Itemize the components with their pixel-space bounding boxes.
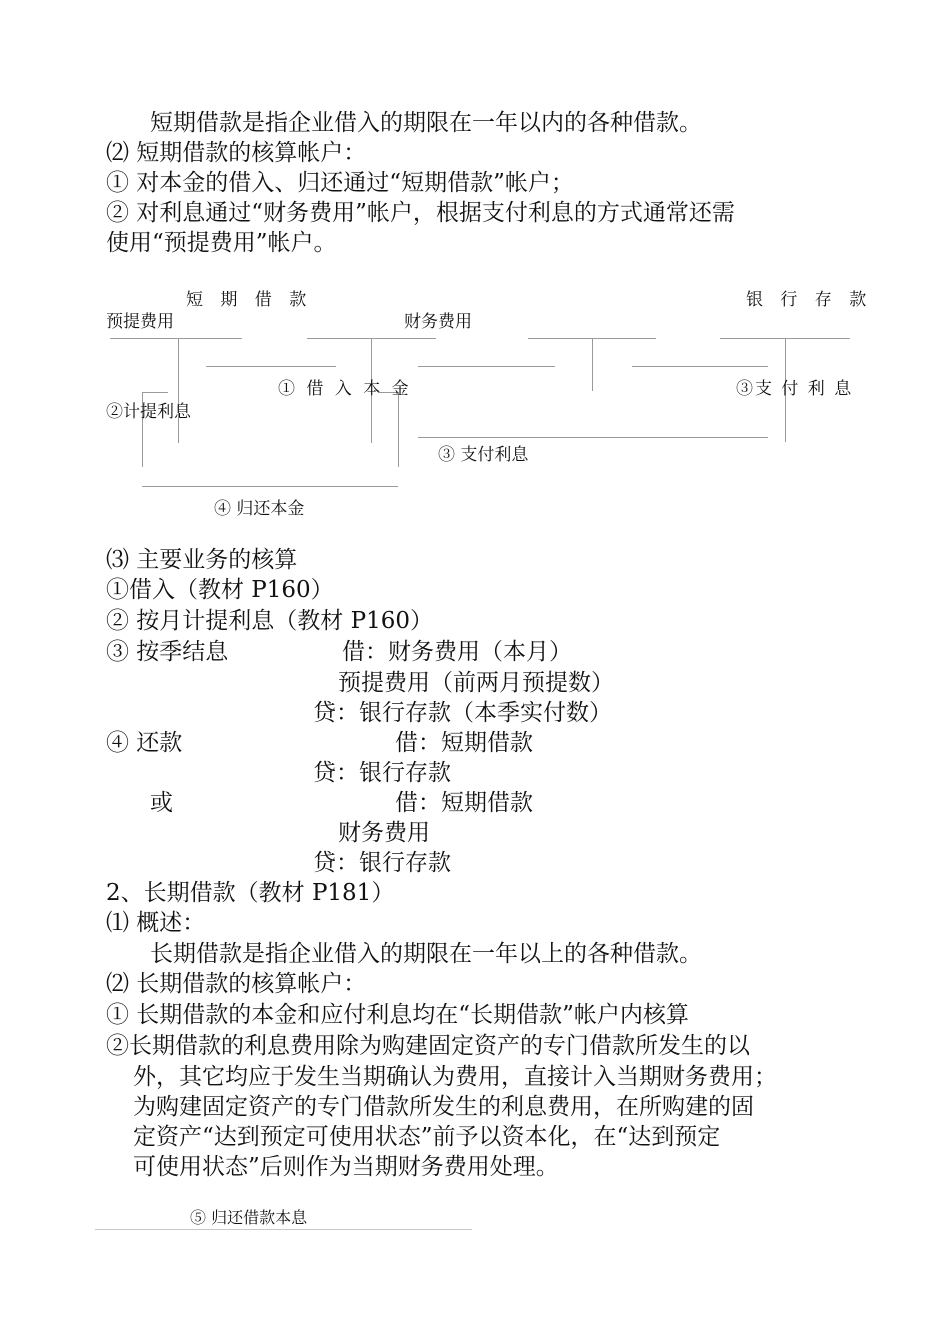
accrued-expense-t-stem (178, 338, 179, 443)
flow-line-repay-bottom (142, 486, 398, 487)
long-item-2-line-5: 可使用状态”后则作为当期财务费用处理。 (133, 1154, 559, 1180)
sec2-item-2-line-2: 使用“预提费用”帐户。 (106, 230, 337, 256)
sec3-item-4-label: ④ 还款 (106, 730, 183, 756)
entry-pay-interest: ③ 支付利息 (438, 445, 529, 465)
intro-paragraph: 短期借款是指企业借入的期限在一年以内的各种借款。 (150, 110, 702, 136)
entry-pay-interest-bank: ③支 付 利 息 (736, 379, 854, 399)
sec3-item-3-credit: 贷：银行存款（本季实付数） (313, 700, 612, 726)
footer-divider (95, 1229, 472, 1230)
long-item-2-line-2: 外，其它均应于发生当期确认为费用，直接计入当期财务费用； (133, 1064, 777, 1090)
sec3-item-2: ② 按月计提利息（教材 P160） (106, 608, 433, 634)
flow-line-pay-interest (418, 437, 768, 438)
sec3-item-4-debit: 借：短期借款 (395, 730, 533, 756)
sec3-item-3-label: ③ 按季结息 (106, 639, 229, 665)
long-item-2-line-3: 为购建固定资产的专门借款所发生的利息费用，在所购建的固 (133, 1094, 754, 1120)
account-accrued-expense-label: 预提费用 (106, 312, 174, 332)
account-short-loan-label: 短 期 借 款 (186, 290, 313, 310)
bank-middle-t-stem (592, 338, 593, 391)
account-bank-deposit-label: 银 行 存 款 (746, 290, 873, 310)
flow-line-accrue-top (142, 392, 168, 393)
flow-line-repay-right (398, 392, 399, 467)
sec3-item-3-debit-2: 预提费用（前两月预提数） (338, 670, 614, 696)
long-sec2-title: ⑵ 长期借款的核算帐户： (106, 971, 367, 997)
sec3-or-debit-1: 借：短期借款 (395, 790, 533, 816)
accrued-expense-t-bar (110, 338, 242, 339)
long-item-2-line-4: 定资产“达到预定可使用状态”前予以资本化，在“达到预定 (133, 1124, 721, 1150)
long-term-loan-title: 2、长期借款（教材 P181） (106, 880, 395, 906)
sec2-item-1: ① 对本金的借入、归还通过“短期借款”帐户； (106, 170, 574, 196)
account-finance-cost-label: 财务费用 (404, 312, 472, 332)
flow-line-borrow (206, 366, 336, 367)
sec3-item-3-debit-1: 借：财务费用（本月） (342, 639, 572, 665)
long-item-2-line-1: ②长期借款的利息费用除为购建固定资产的专门借款所发生的以 (106, 1033, 750, 1059)
sec3-or-debit-2: 财务费用 (338, 820, 430, 846)
sec2-item-2-line-1: ② 对利息通过“财务费用”帐户，根据支付利息的方式通常还需 (106, 200, 735, 226)
flow-line-finance (418, 366, 555, 367)
footer-repay-loan-note: ⑤ 归还借款本息 (190, 1208, 308, 1227)
sec3-or-credit: 贷：银行存款 (313, 850, 451, 876)
sec3-or-label: 或 (150, 790, 173, 816)
sec3-item-4-credit: 贷：银行存款 (313, 760, 451, 786)
entry-accrue-interest: ②计提利息 (106, 402, 191, 422)
sec2-title: ⑵ 短期借款的核算帐户： (106, 140, 367, 166)
long-item-1: ① 长期借款的本金和应付利息均在“长期借款”帐户内核算 (106, 1002, 689, 1028)
flow-line-bank (632, 366, 768, 367)
entry-borrow-principal: ① 借 入 本 金 (278, 379, 412, 399)
long-intro-paragraph: 长期借款是指企业借入的期限在一年以上的各种借款。 (150, 941, 702, 967)
long-sec1-title: ⑴ 概述： (106, 910, 206, 936)
sec3-title: ⑶ 主要业务的核算 (106, 547, 298, 573)
sec3-item-1: ①借入（教材 P160） (106, 577, 334, 603)
entry-repay-principal: ④ 归还本金 (214, 499, 305, 519)
